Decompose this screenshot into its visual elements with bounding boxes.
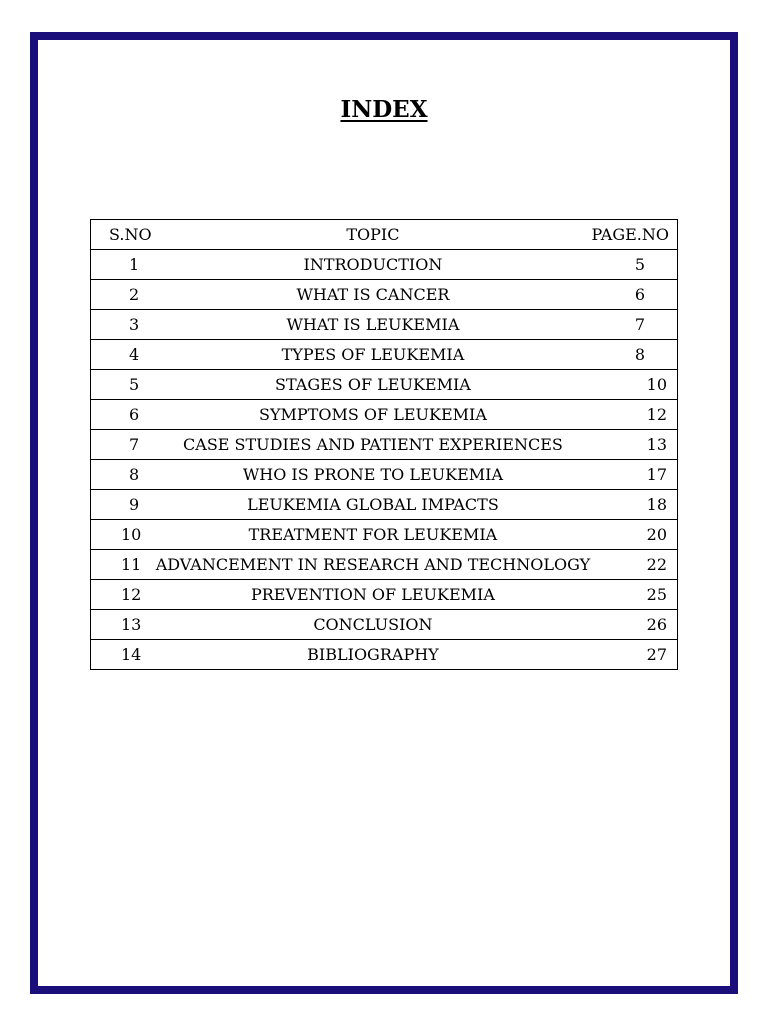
row-page: 5 [590,250,677,280]
row-sno: 10 [91,520,156,550]
row-sno: 11 [91,550,156,580]
row-sno: 4 [91,340,156,370]
row-sno: 14 [91,640,156,670]
row-topic: WHAT IS LEUKEMIA [156,310,590,340]
row-topic: WHAT IS CANCER [156,280,590,310]
header-topic: TOPIC [156,220,590,250]
row-page: 20 [590,520,677,550]
table-header-row [91,220,678,250]
row-topic: TYPES OF LEUKEMIA [156,340,590,370]
row-sno: 1 [91,250,156,280]
row-topic: ADVANCEMENT IN RESEARCH AND TECHNOLOGY [156,550,590,580]
row-topic: SYMPTOMS OF LEUKEMIA [156,400,590,430]
row-topic: TREATMENT FOR LEUKEMIA [156,520,590,550]
row-topic: CASE STUDIES AND PATIENT EXPERIENCES [156,430,590,460]
table-row [91,610,678,640]
row-topic: WHO IS PRONE TO LEUKEMIA [156,460,590,490]
table-row [91,550,678,580]
row-page: 13 [590,430,677,460]
row-topic: INTRODUCTION [156,250,590,280]
row-sno: 2 [91,280,156,310]
row-page: 10 [590,370,677,400]
row-page: 22 [590,550,677,580]
table-row [91,310,678,340]
row-sno: 7 [91,430,156,460]
row-page: 7 [590,310,677,340]
row-sno: 6 [91,400,156,430]
row-topic: BIBLIOGRAPHY [156,640,590,670]
table-row [91,280,678,310]
row-page: 6 [590,280,677,310]
table-row [91,430,678,460]
table-row [91,340,678,370]
table-row [91,580,678,610]
header-page: PAGE.NO [590,220,677,250]
row-sno: 13 [91,610,156,640]
row-sno: 12 [91,580,156,610]
row-page: 18 [590,490,677,520]
row-topic: CONCLUSION [156,610,590,640]
row-page: 17 [590,460,677,490]
row-page: 12 [590,400,677,430]
row-page: 26 [590,610,677,640]
row-sno: 8 [91,460,156,490]
index-table [90,219,678,670]
row-page: 8 [590,340,677,370]
table-row [91,640,678,670]
row-page: 25 [590,580,677,610]
header-sno: S.NO [91,220,156,250]
index-body [91,250,678,670]
row-page: 27 [590,640,677,670]
table-row [91,520,678,550]
row-sno: 9 [91,490,156,520]
row-topic: STAGES OF LEUKEMIA [156,370,590,400]
table-row [91,370,678,400]
row-sno: 5 [91,370,156,400]
table-row [91,490,678,520]
row-sno: 3 [91,310,156,340]
row-topic: PREVENTION OF LEUKEMIA [156,580,590,610]
row-topic: LEUKEMIA GLOBAL IMPACTS [156,490,590,520]
table-row [91,400,678,430]
page-title: INDEX [340,96,428,123]
table-row [91,460,678,490]
table-row [91,250,678,280]
